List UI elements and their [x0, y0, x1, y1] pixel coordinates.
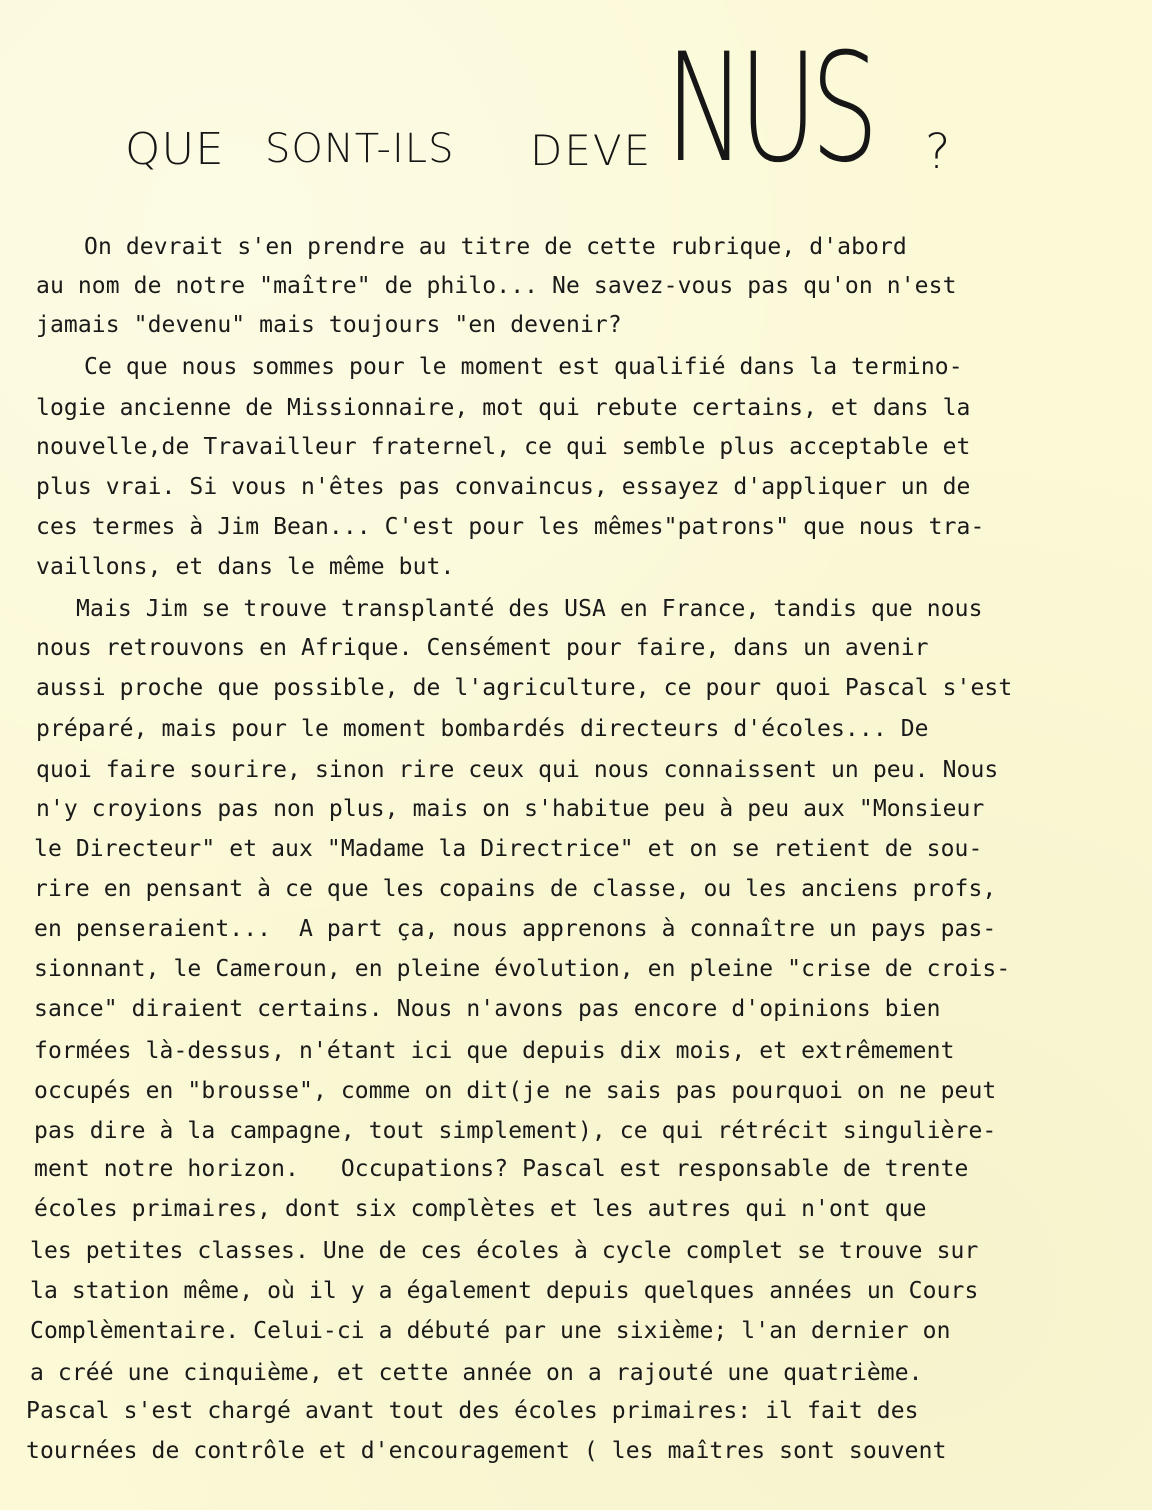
text-line: au nom de notre "maître" de philo... Ne savez-vous pas qu'on n'est	[36, 273, 957, 299]
text-line: Pascal s'est chargé avant tout des écoles primaires: il fait des	[26, 1398, 919, 1424]
text-line: la station même, où il y a également depuis quelques années un Cours	[30, 1278, 979, 1304]
title-word-nus: NUS	[665, 22, 872, 196]
text-line: aussi proche que possible, de l'agriculture, ce pour quoi Pascal s'est	[36, 675, 1013, 701]
text-line: tournées de contrôle et d'encouragement ( les maîtres sont souvent	[26, 1438, 947, 1464]
text-line: pas dire à la campagne, tout simplement), ce qui rétrécit singulière-	[34, 1118, 997, 1144]
text-line: n'y croyions pas non plus, mais on s'habitue peu à peu aux "Monsieur	[36, 796, 985, 822]
text-line: nouvelle,de Travailleur fraternel, ce qui semble plus acceptable et	[36, 434, 971, 460]
text-line: Mais Jim se trouve transplanté des USA en France, tandis que nous	[76, 596, 983, 622]
text-line: en penseraient... A part ça, nous apprenons à connaître un pays pas-	[34, 916, 997, 942]
text-line: logie ancienne de Missionnaire, mot qui rebute certains, et dans la	[36, 395, 971, 421]
text-line: écoles primaires, dont six complètes et les autres qui n'ont que	[34, 1196, 927, 1222]
text-line: jamais "devenu" mais toujours "en devenir?	[36, 312, 622, 338]
text-line: plus vrai. Si vous n'êtes pas convaincus, essayez d'appliquer un de	[36, 474, 971, 500]
title-word-sont-ils: SONT-ILS	[265, 126, 455, 172]
text-line: Ce que nous sommes pour le moment est qualifié dans la termino-	[84, 354, 963, 380]
text-line: préparé, mais pour le moment bombardés directeurs d'écoles... De	[36, 716, 929, 742]
text-line: occupés en "brousse", comme on dit(je ne sais pas pourquoi on ne peut	[34, 1078, 997, 1104]
text-line: les petites classes. Une de ces écoles à cycle complet se trouve sur	[30, 1238, 979, 1264]
text-line: sionnant, le Cameroun, en pleine évolution, en pleine "crise de crois-	[34, 956, 1011, 982]
text-line: le Directeur" et aux "Madame la Directrice" et on se retient de sou-	[34, 836, 983, 862]
text-line: vaillons, et dans le même but.	[36, 554, 455, 580]
text-line: formées là-dessus, n'étant ici que depuis dix mois, et extrêmement	[34, 1038, 955, 1064]
text-line: sance" diraient certains. Nous n'avons pas encore d'opinions bien	[34, 996, 941, 1022]
text-line: ment notre horizon. Occupations? Pascal est responsable de trente	[34, 1156, 969, 1182]
text-line: Complèmentaire. Celui-ci a débuté par une sixième; l'an dernier on	[30, 1318, 951, 1344]
text-line: nous retrouvons en Afrique. Censément pour faire, dans un avenir	[36, 635, 929, 661]
title-word-deve: DEVE	[530, 126, 653, 175]
title-question-mark: ?	[925, 124, 951, 180]
title-word-que: QUE	[125, 124, 225, 175]
text-line: a créé une cinquième, et cette année on a rajouté une quatrième.	[30, 1360, 923, 1386]
text-line: quoi faire sourire, sinon rire ceux qui nous connaissent un peu. Nous	[36, 757, 999, 783]
text-line: ces termes à Jim Bean... C'est pour les mêmes"patrons" que nous tra-	[36, 514, 985, 540]
text-line: rire en pensant à ce que les copains de classe, ou les anciens profs,	[34, 876, 997, 902]
text-line: On devrait s'en prendre au titre de cette rubrique, d'abord	[84, 234, 907, 260]
